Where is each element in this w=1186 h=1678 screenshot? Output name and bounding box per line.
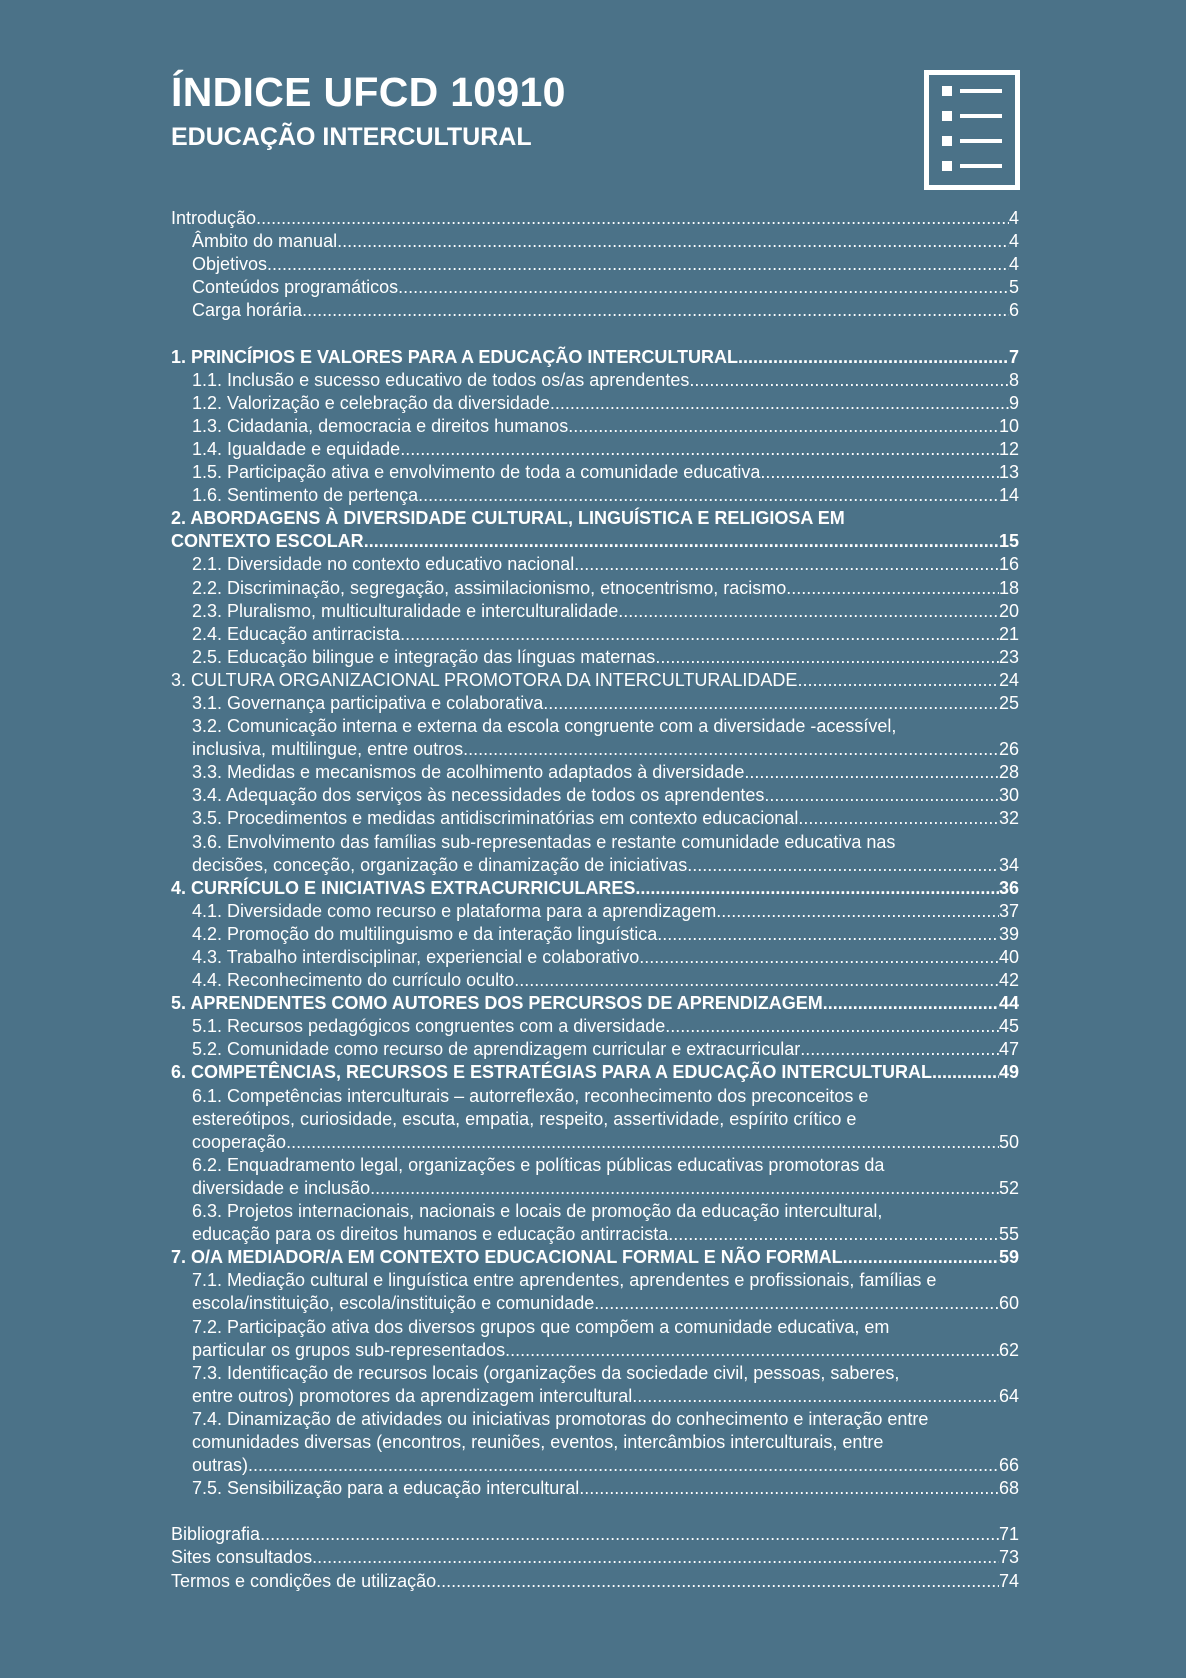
dot-leader [635, 877, 999, 900]
toc-entry-title: 5. APRENDENTES COMO AUTORES DOS PERCURSOS DE APRENDIZAGEM [171, 993, 823, 1014]
toc-chapter[interactable] [171, 1570, 1019, 1593]
toc-page-number: 21 [998, 623, 1019, 644]
toc-entry-title: 1. PRINCÍPIOS E VALORES PARA A EDUCAÇÃO INTERCULTURAL [171, 346, 739, 367]
toc-entry-title: 7.5. Sensibilização para a educação intercultural [192, 1478, 580, 1499]
toc-subentry[interactable] [171, 623, 1019, 646]
toc-subentry[interactable] [171, 1477, 1019, 1500]
toc-subentry[interactable] [171, 738, 1019, 761]
toc-entry-line: 6.2. Enquadramento legal, organizações e políticas públicas educativas promotoras da [192, 1154, 885, 1175]
toc-subentry[interactable] [171, 969, 1019, 992]
dot-leader [738, 346, 1009, 369]
toc-entry-title: 4.4. Reconhecimento do currículo oculto [192, 970, 515, 991]
toc-page-number: 8 [1008, 369, 1019, 390]
dot-leader [463, 738, 999, 761]
toc-subentry[interactable] [171, 646, 1019, 669]
table-of-contents [171, 207, 1019, 1593]
toc-page-number: 18 [998, 577, 1019, 598]
dot-leader [657, 923, 999, 946]
toc-entry-title: 2.2. Discriminação, segregação, assimilacionismo, etnocentrismo, racismo [192, 577, 787, 598]
toc-entry-title: 5.1. Recursos pedagógicos congruentes com a diversidade [192, 1016, 666, 1037]
toc-entry-title: outras) [192, 1455, 249, 1476]
toc-entry-title: 1.5. Participação ativa e envolvimento de toda a comunidade educativa [192, 462, 761, 483]
toc-page-number: 6 [1008, 300, 1019, 321]
page-title: ÍNDICE UFCD 10910 [171, 69, 566, 115]
toc-entry-line: estereótipos, curiosidade, escuta, empatia, respeito, assertividade, espírito crítico e [192, 1108, 857, 1129]
dot-leader [786, 577, 999, 600]
toc-entry-title: 2.5. Educação bilingue e integração das línguas maternas [192, 646, 656, 667]
dot-leader [760, 461, 999, 484]
toc-entry-title: 4.1. Diversidade como recurso e plataforma para a aprendizagem [192, 900, 717, 921]
toc-page-number: 59 [998, 1247, 1019, 1268]
toc-subentry[interactable] [171, 553, 1019, 576]
dot-leader [543, 692, 999, 715]
toc-page-number: 47 [998, 1039, 1019, 1060]
toc-subentry[interactable] [171, 461, 1019, 484]
dot-leader [639, 946, 999, 969]
toc-entry-title: 4.2. Promoção do multilinguismo e da interação linguística [192, 923, 658, 944]
toc-page-number: 4 [1008, 208, 1019, 228]
toc-chapter[interactable] [171, 877, 1019, 900]
toc-subentry[interactable] [171, 784, 1019, 807]
dot-leader [302, 299, 1009, 322]
toc-subentry[interactable] [171, 1038, 1019, 1061]
toc-spacer [171, 1500, 1019, 1523]
toc-chapter[interactable] [171, 669, 1019, 692]
dot-leader [687, 854, 999, 877]
toc-subentry[interactable] [171, 1131, 1019, 1154]
toc-entry-line: 6.1. Competências interculturais – autorreflexão, reconhecimento dos preconceitos e [192, 1085, 869, 1106]
toc-subentry[interactable] [171, 1177, 1019, 1200]
dot-leader [418, 484, 999, 507]
toc-page-number: 25 [998, 692, 1019, 713]
toc-subentry[interactable] [171, 1223, 1019, 1246]
toc-subentry[interactable] [171, 577, 1019, 600]
toc-entry-title: 2.4. Educação antirracista [192, 623, 401, 644]
toc-page-number: 55 [998, 1224, 1019, 1245]
toc-page-number: 13 [998, 462, 1019, 483]
toc-entry-line: 7.4. Dinamização de atividades ou iniciativas promotoras do conhecimento e interação entre [192, 1408, 929, 1429]
dot-leader [797, 669, 999, 692]
toc-page-number: 52 [998, 1177, 1019, 1198]
toc-chapter[interactable] [171, 1061, 1019, 1084]
toc-page-number: 66 [998, 1455, 1019, 1476]
toc-subentry[interactable] [171, 276, 1019, 299]
toc-entry-line: 7.3. Identificação de recursos locais (organizações da sociedade civil, pessoas, saberes, [192, 1362, 900, 1383]
toc-subentry[interactable] [171, 600, 1019, 623]
toc-chapter[interactable] [171, 207, 1019, 230]
toc-subentry[interactable] [171, 299, 1019, 322]
dot-leader [248, 1454, 999, 1477]
toc-subentry[interactable] [171, 854, 1019, 877]
toc-entry-title: particular os grupos sub-representados [192, 1339, 506, 1360]
toc-entry-title: Conteúdos programáticos [192, 277, 399, 298]
toc-page-number: 30 [998, 785, 1019, 806]
dot-leader [256, 207, 1009, 230]
toc-entry-title: 1.4. Igualdade e equidade [192, 438, 401, 459]
toc-subentry[interactable] [171, 369, 1019, 392]
toc-subentry[interactable] [171, 807, 1019, 830]
toc-chapter[interactable] [171, 992, 1019, 1015]
dot-leader [594, 1292, 999, 1315]
toc-entry-title: CONTEXTO ESCOLAR [171, 531, 364, 552]
toc-entry-title: cooperação [192, 1131, 287, 1152]
toc-page-number: 26 [998, 739, 1019, 760]
toc-page-number: 4 [1008, 254, 1019, 275]
toc-subentry[interactable] [171, 692, 1019, 715]
toc-entry-title: Âmbito do manual [192, 231, 338, 252]
toc-subentry[interactable] [171, 923, 1019, 946]
list-icon [924, 70, 1020, 190]
toc-entry-title: inclusiva, multilingue, entre outros [192, 739, 464, 760]
toc-page-number: 64 [998, 1385, 1019, 1406]
page-subtitle: EDUCAÇÃO INTERCULTURAL [171, 123, 532, 151]
dot-leader [260, 1523, 999, 1546]
toc-subentry[interactable] [171, 1292, 1019, 1315]
toc-entry-line: 2. ABORDAGENS À DIVERSIDADE CULTURAL, LINGUÍSTICA E RELIGIOSA EM [171, 508, 845, 529]
toc-page-number: 4 [1008, 231, 1019, 252]
toc-entry-title: 1.6. Sentimento de pertença [192, 485, 419, 506]
toc-entry-title: Introdução [171, 208, 257, 228]
toc-entry-title: 3. CULTURA ORGANIZACIONAL PROMOTORA DA INTERCULTURALIDADE [171, 669, 798, 690]
toc-page-number: 68 [998, 1478, 1019, 1499]
dot-leader [618, 600, 999, 623]
toc-page-number: 16 [998, 554, 1019, 575]
dot-leader [689, 369, 1009, 392]
toc-chapter[interactable] [171, 1523, 1019, 1546]
toc-page-number: 62 [998, 1339, 1019, 1360]
toc-entry-title: Termos e condições de utilização [171, 1570, 437, 1591]
dot-leader [337, 230, 1009, 253]
toc-entry-line: 6.3. Projetos internacionais, nacionais e locais de promoção da educação intercultural, [192, 1201, 883, 1222]
toc-entry-title: entre outros) promotores da aprendizagem intercultural [192, 1385, 633, 1406]
toc-subentry[interactable] [171, 761, 1019, 784]
toc-page-number: 32 [998, 808, 1019, 829]
toc-entry-title: 7. O/A MEDIADOR/A EM CONTEXTO EDUCACIONAL FORMAL E NÃO FORMAL [171, 1247, 843, 1268]
toc-entry-title: diversidade e inclusão [192, 1177, 371, 1198]
toc-page-number: 49 [998, 1062, 1019, 1083]
dot-leader [436, 1570, 999, 1593]
toc-subentry[interactable] [171, 415, 1019, 438]
toc-page-number: 12 [998, 438, 1019, 459]
dot-leader [744, 761, 999, 784]
toc-entry-title: Sites consultados [171, 1547, 313, 1568]
toc-page-number: 34 [998, 854, 1019, 875]
toc-page-number: 39 [998, 923, 1019, 944]
toc-entry-title: 2.3. Pluralismo, multiculturalidade e interculturalidade [192, 600, 619, 621]
toc-subentry[interactable] [171, 1385, 1019, 1408]
dot-leader [550, 392, 1009, 415]
toc-chapter[interactable] [171, 346, 1019, 369]
toc-subentry[interactable] [171, 438, 1019, 461]
toc-entry-title: 3.4. Adequação dos serviços às necessidades de todos os aprendentes [192, 785, 765, 806]
toc-chapter[interactable] [171, 530, 1019, 553]
toc-subentry[interactable] [171, 1015, 1019, 1038]
dot-leader [764, 784, 999, 807]
dot-leader [400, 623, 999, 646]
dot-leader [843, 1246, 999, 1269]
toc-page-number: 36 [998, 877, 1019, 898]
toc-entry-line: comunidades diversas (encontros, reuniões, eventos, intercâmbios interculturais, entre [192, 1431, 884, 1452]
toc-page-number: 9 [1008, 392, 1019, 413]
dot-leader [400, 438, 999, 461]
dot-leader [932, 1061, 999, 1084]
toc-entry-title: 3.5. Procedimentos e medidas antidiscriminatórias em contexto educacional [192, 808, 799, 829]
toc-page-number: 60 [998, 1293, 1019, 1314]
dot-leader [579, 1477, 999, 1500]
toc-chapter[interactable] [171, 1246, 1019, 1269]
toc-subentry[interactable] [171, 1454, 1019, 1477]
toc-entry-title: 3.3. Medidas e mecanismos de acolhimento adaptados à diversidade [192, 762, 745, 783]
toc-entry-title: educação para os direitos humanos e educação antirracista [192, 1224, 669, 1245]
toc-page-number: 40 [998, 947, 1019, 967]
toc-entry-title: 1.1. Inclusão e sucesso educativo de todos os/as aprendentes [192, 369, 690, 390]
toc-entry-title: escola/instituição, escola/instituição e comunidade [192, 1293, 595, 1314]
toc-entry-line: 3.2. Comunicação interna e externa da escola congruente com a diversidade -acessível, [192, 716, 897, 737]
dot-leader [370, 1177, 999, 1200]
toc-subentry[interactable] [171, 392, 1019, 415]
toc-entry-title: 6. COMPETÊNCIAS, RECURSOS E ESTRATÉGIAS PARA A EDUCAÇÃO INTERCULTURAL [171, 1062, 933, 1083]
toc-page-number: 20 [998, 600, 1019, 621]
dot-leader [364, 530, 999, 553]
dot-leader [823, 992, 999, 1015]
toc-entry-line: 7.1. Mediação cultural e linguística entre aprendentes, aprendentes e profissionais, famílias e [192, 1270, 937, 1291]
dot-leader [668, 1223, 999, 1246]
dot-leader [574, 553, 999, 576]
dot-leader [716, 900, 999, 923]
dot-leader [312, 1546, 999, 1569]
dot-leader [655, 646, 999, 669]
toc-subentry[interactable] [171, 946, 1019, 969]
toc-subentry[interactable] [171, 230, 1019, 253]
dot-leader [798, 807, 999, 830]
toc-page-number: 73 [998, 1547, 1019, 1568]
toc-entry-title: Carga horária [192, 300, 303, 321]
toc-subentry[interactable] [171, 253, 1019, 276]
toc-subentry[interactable] [171, 900, 1019, 923]
toc-page-number: 24 [998, 669, 1019, 690]
toc-page-number: 10 [998, 415, 1019, 436]
toc-spacer [171, 322, 1019, 345]
dot-leader [568, 415, 999, 438]
toc-page-number: 7 [1008, 346, 1019, 367]
dot-leader [632, 1385, 999, 1408]
toc-entry-title: 1.3. Cidadania, democracia e direitos humanos [192, 415, 569, 436]
toc-entry-title: 2.1. Diversidade no contexto educativo nacional [192, 554, 575, 575]
toc-page-number: 5 [1008, 277, 1019, 298]
dot-leader [286, 1131, 999, 1154]
toc-subentry[interactable] [171, 484, 1019, 507]
toc-page-number: 15 [998, 531, 1019, 552]
toc-page-number: 14 [998, 485, 1019, 506]
toc-entry-line: 3.6. Envolvimento das famílias sub-representadas e restante comunidade educativa nas [192, 831, 896, 852]
toc-page-number: 23 [998, 646, 1019, 667]
toc-entry-title: decisões, conceção, organização e dinamização de iniciativas [192, 854, 688, 875]
toc-entry-title: 4.3. Trabalho interdisciplinar, experiencial e colaborativo [192, 947, 640, 967]
toc-subentry[interactable] [171, 1339, 1019, 1362]
toc-entry-title: Objetivos [192, 254, 268, 275]
dot-leader [800, 1038, 999, 1061]
toc-page-number: 37 [998, 900, 1019, 921]
toc-page-number: 71 [998, 1524, 1019, 1545]
toc-page-number: 28 [998, 762, 1019, 783]
toc-page-number: 74 [998, 1570, 1019, 1591]
dot-leader [514, 969, 999, 992]
dot-leader [398, 276, 1009, 299]
dot-leader [665, 1015, 999, 1038]
toc-page-number: 50 [998, 1131, 1019, 1152]
toc-entry-title: 4. CURRÍCULO E INICIATIVAS EXTRACURRICULARES [171, 877, 636, 898]
toc-entry-title: 3.1. Governança participativa e colaborativa [192, 692, 544, 713]
dot-leader [267, 253, 1009, 276]
dot-leader [505, 1339, 999, 1362]
toc-chapter[interactable] [171, 1546, 1019, 1569]
toc-page-number: 44 [998, 993, 1019, 1014]
toc-page-number: 45 [998, 1016, 1019, 1037]
toc-entry-title: 1.2. Valorização e celebração da diversidade [192, 392, 550, 413]
toc-entry-title: 5.2. Comunidade como recurso de aprendizagem curricular e extracurricular [192, 1039, 801, 1060]
toc-entry-line: 7.2. Participação ativa dos diversos grupos que compõem a comunidade educativa, em [192, 1316, 890, 1337]
toc-page-number: 42 [998, 970, 1019, 991]
toc-entry-title: Bibliografia [171, 1524, 261, 1545]
